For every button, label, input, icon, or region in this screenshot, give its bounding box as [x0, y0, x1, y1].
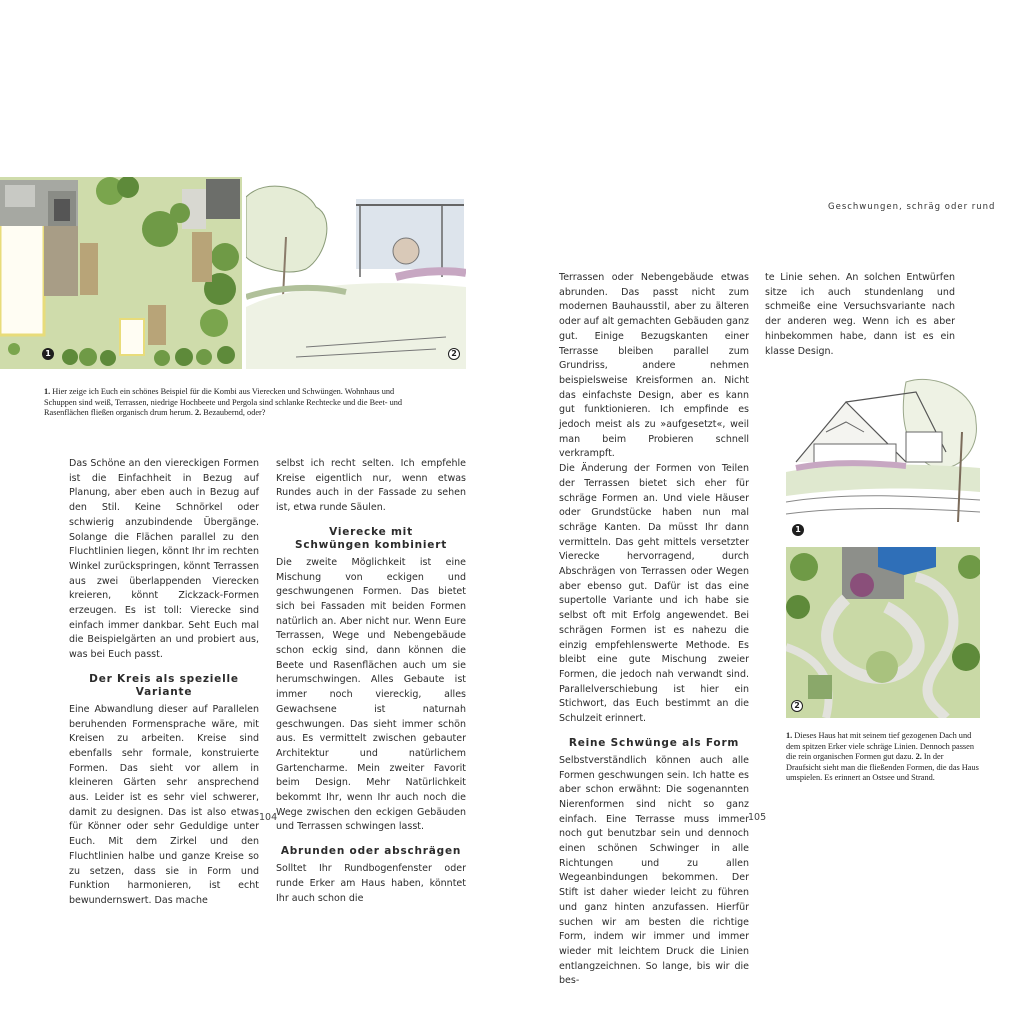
section-heading: Reine Schwünge als Form: [568, 736, 740, 749]
text-column-3: [559, 271, 749, 989]
paragraph: Solltet Ihr Rundbogenfenster oder runde Erker am Haus haben, könntet Ihr auch schon die: [276, 863, 466, 904]
paragraph: Selbstverständlich können auch alle Formen geschwungen sein. Ich hatte es aber schon erwähnt: Die sogenannten Nierenformen sind nicht so ganz einfach. Eine Terrasse muss immer noch gut benutzbar sein und dennoch einen schönen Schwinger in alle Richtungen und zu allen Wegeanbindungen bekommen. Der Stift ist daher wieder leicht zu führen und ganz hinten anzufassen. Hierfür suchen wir am besten die richtige Form, indem wir immer und immer wieder mit leichtem Druck die Linien entlangzeichnen. So lange, bis wir die bes-: [559, 754, 749, 987]
garden-plan-illustration: [0, 177, 242, 369]
heading-line: Schwüngen kombiniert: [294, 538, 448, 551]
section-heading: Der Kreis als spezielle Variante: [89, 672, 239, 698]
garden-topview-illustration: [786, 547, 980, 718]
caption-text-2: Bezaubernd, oder?: [201, 408, 266, 418]
house-sketch-illustration: [786, 372, 980, 540]
heading-line: Vierecke mit: [329, 525, 413, 538]
figure-badge-2: 2: [791, 700, 803, 712]
paragraph: Die zweite Möglichkeit ist eine Mischung von eckigen und geschwungenen Formen. Das bietet sich bei Fassaden mit beiden Formen natürlich an. Aber nicht nur. Wenn Eure Terrassen, Wege und Nebengebäude schon eckig sind, dann können die Beete und Rasenflächen auch um sie herumschwingen. Alles Gebaute ist immer noch viereckig, alles Gewachsene ist naturnah geschwungen. Das sieht immer schön aus. Es vermittelt zwischen gebauter Architektur und natürlichem Gartencharme. Mein zweiter Favorit beim Design. Mehr Natürlichkeit bekommt Ihr, wenn Ihr auch noch die Wege zwischen den eckigen Gebäuden und Terrassen schwingen lasst.: [276, 556, 466, 833]
figure-badge-2: 2: [448, 348, 460, 360]
text-column-2: [276, 457, 466, 906]
caption-num-2: 2.: [913, 752, 922, 762]
caption-text-1: Hier zeige ich Euch ein schönes Beispiel für die Kombi aus Vierecken und Schwüngen. Wohnhaus und Schuppen sind weiß, Terrassen, niedrige Hochbeete und Pergola sind schlanke Rechtecke und die Beet- und Rasenflächen fließen organisch drum herum.: [44, 387, 403, 418]
right-figure-caption: [786, 731, 980, 784]
page-number-left: 104: [259, 812, 278, 823]
section-heading: Abrunden oder abschrägen: [280, 845, 462, 858]
paragraph: te Linie sehen. An solchen Entwürfen sitze ich auch stundenlang und schmeiße eine Versuchsvariante nach der anderen weg. Wenn ich es aber hinbekommen habe, dann ist es ein klasse Design.: [765, 272, 955, 357]
paragraph: Terrassen oder Nebengebäude etwas abrunden. Das passt nicht zum modernen Bauhausstil, aber zu älteren oder auf alt gemachten Gebäuden ganz gut. Einige Bezugskanten einer Terrasse bleiben parallel zum Grundriss, andere nehmen beispielsweise Kreisformen an. Nicht das einfachste Design, aber es kann gut funktionieren. Ich empfinde es jedoch meist als zu »aufgesetzt«, weil man beim Probieren schnell verkrampft.: [559, 272, 749, 460]
paragraph: Die Änderung der Formen von Teilen der Terrassen bietet sich eher für schräge Formen an. Und viele Häuser oder Grundstücke haben nun mal schräge Kanten. Da müsst Ihr dann vermitteln. Das geht mittels versetzter Vierecke hervorragend, durch Abschrägen von Terrassen oder Wegen aber ebenso gut. Dafür ist das eine supertolle Variante und ich habe sie selbst oft mit Erfolg angewendet. Bei schrägen Formen ist es nahezu die einzig empfehlenswerte Methode. Es bleibt eine gute Mischung zweier Formen, die jedoch nah verwandt sind. Parallelverschiebung ist hier ein Stichwort, das Euch bestimmt an die Schulzeit erinnert.: [559, 463, 749, 725]
paragraph: Das Schöne an den viereckigen Formen ist die Einfachheit in Bezug auf Planung, aber eben auch in Bezug auf den Stil. Keine Schnörkel oder schwierig anzubindende Übergänge. Solange die Flächen parallel zu den Fluchtlinien liegen, könnt Ihr im rechten Winkel zurückspringen, könnt Terrassen aus zwei überlappenden Vierecken kreieren, könnt Zickzack-Formen erzeugen. Es ist toll: Vierecke sind einfach immer dankbar. Seht Euch mal die Beispielgärten an und probiert aus, was bei Euch passt.: [69, 458, 259, 661]
caption-num-1: 1.: [44, 387, 51, 396]
left-figure-caption: [44, 387, 404, 419]
text-column-4: [765, 271, 955, 359]
paragraph: selbst ich recht selten. Ich empfehle Kreise eigentlich nur, wenn etwas Rundes auch in der Fassade zu sehen ist, etwa runde Säulen.: [276, 458, 466, 514]
text-column-1: [69, 457, 259, 909]
page-number-right: 105: [748, 812, 767, 823]
figure-badge-1: 1: [792, 524, 804, 536]
figure-badge-1: 1: [42, 348, 54, 360]
caption-text-2: In der Draufsicht sieht man die fließenden Formen, die das Haus umspielen. Es erinnert an Ostsee und Strand.: [786, 752, 979, 783]
caption-text-1: Dieses Haus hat mit seinem tief gezogenen Dach und dem spitzen Erker viele schräge Linien. Dennoch passen die rein organischen Formen gut dazu.: [786, 731, 974, 762]
section-heading: [276, 526, 466, 552]
garden-sketch-illustration: [246, 177, 466, 369]
caption-num-1: 1.: [786, 731, 793, 740]
paragraph: Eine Abwandlung dieser auf Parallelen beruhenden Formensprache wäre, mit Kreisen zu arbeiten. Kreise sind ebenfalls sehr formale, konstruierte Formen. Das sieht vor allem in kleineren Gärten sehr ansprechend aus. Leider ist es sehr viel schwerer, damit zu designen. Das ist also etwas für Könner oder sehr Geduldige unter Euch. Mit dem Zirkel und den Fluchtlinien halbe und ganze Kreise so zu setzen, dass sie in Form und Funktion harmonieren, ist echt bewundernswert. Das mache: [69, 703, 259, 906]
caption-num-2: 2.: [192, 408, 202, 418]
running-header: Geschwungen, schräg oder rund: [828, 202, 996, 212]
